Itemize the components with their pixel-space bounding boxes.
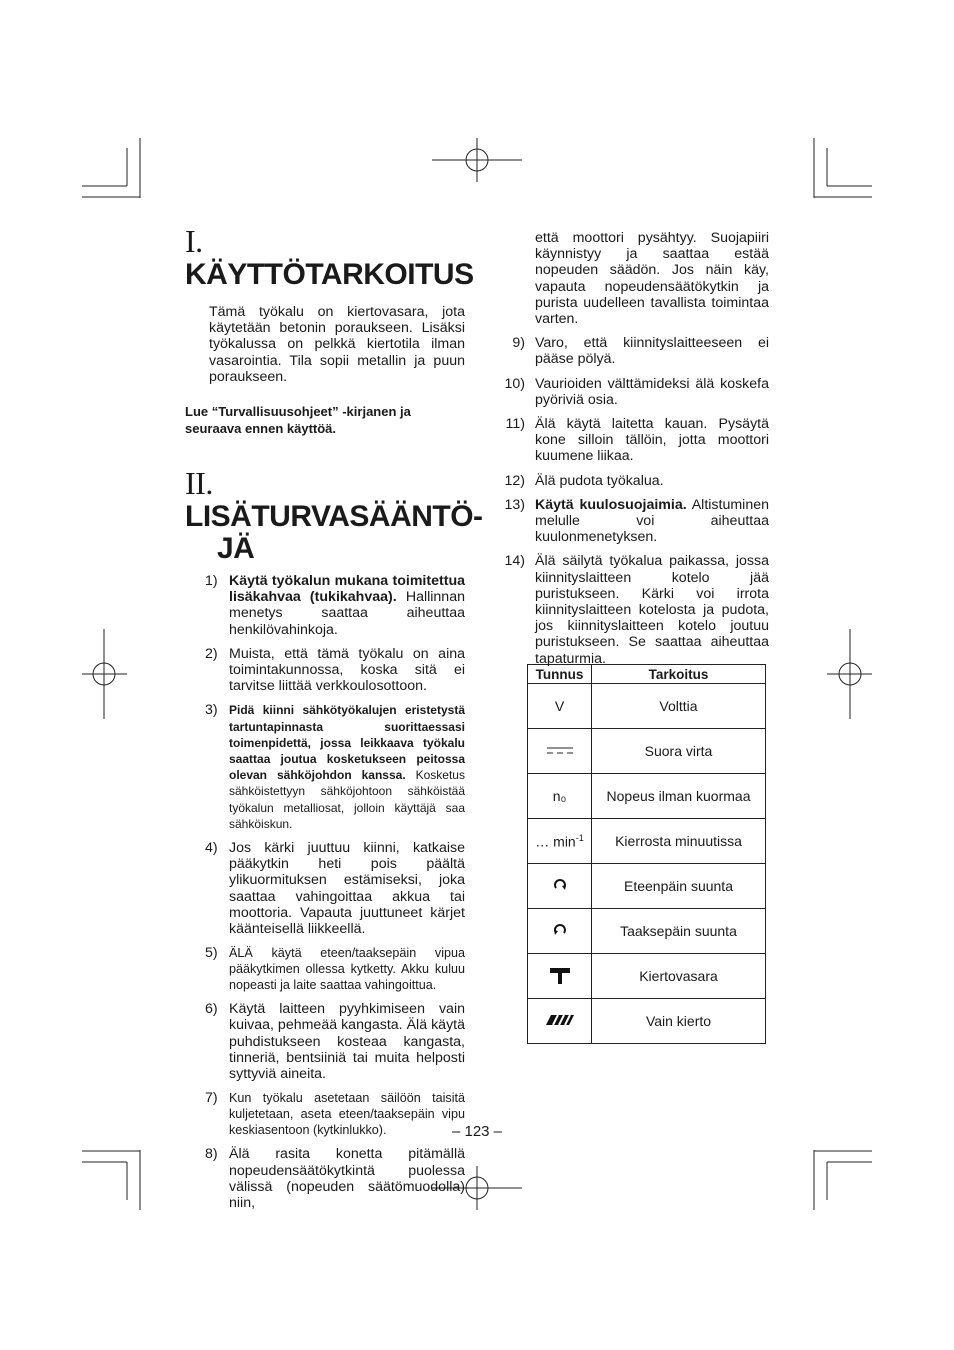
section1-intro: Tämä työkalu on kiertovasara, jota käytetään betonin poraukseen. Lisäksi työkalussa on pelkkä kiertotila ilman vasarointia. Tila sopii metallin ja puun poraukseen. <box>209 304 465 385</box>
col-header-symbol: Tunnus <box>528 665 592 684</box>
item-text: Kosketus sähköistettyyn sähköjohtoon sähköistää työkalun metalliosat, jolloin käyttäjä saa sähköiskun. <box>229 768 465 831</box>
list-item <box>185 945 465 993</box>
item-number: 7) <box>205 1090 218 1107</box>
item-number: 11) <box>505 416 525 433</box>
list-item <box>185 840 465 937</box>
hammer-icon <box>549 965 571 985</box>
drill-bit-icon <box>545 1013 575 1027</box>
list-item <box>499 416 769 465</box>
meaning-cell: Eteenpäin suunta <box>592 864 766 909</box>
col-header-meaning: Tarkoitus <box>592 665 766 684</box>
list-item <box>499 497 769 546</box>
item-text: Älä säilytä työkalua paikassa, jossa kiinnityslaitteen kotelo jää puristukseen. Kärki voi irrota kiinnityslaitteen kotelosta ja pudota, jos kiinnityslaitteen kotelo joutuu puristukseen. Se saattaa aiheuttaa tapaturmia. <box>535 553 769 667</box>
symbol-cell <box>528 954 592 999</box>
list-item <box>499 473 769 489</box>
safety-note: Lue “Turvallisuusohjeet” -kirjanen ja seuraava ennen käyttöä. <box>185 404 411 437</box>
section2-title-line2: JÄ <box>217 532 255 566</box>
table-row <box>528 909 766 954</box>
list-item <box>499 335 769 367</box>
list-item <box>185 573 465 638</box>
table-row <box>528 774 766 819</box>
item-number: 1) <box>205 573 218 590</box>
item-text: Älä käytä laitetta kauan. Pysäytä kone silloin tällöin, jotta moottori kuumene liikaa. <box>535 416 769 465</box>
symbol-cell: n₀ <box>528 774 592 819</box>
table-row <box>528 819 766 864</box>
item8-continuation: että moottori pysähtyy. Suojapiiri käynnistyy ja saattaa estää nopeuden säädön. Jos näin käy, vapauta nopeudensäätökytkin ja purista uudelleen tavallista toimintaa varten. <box>535 230 769 328</box>
item-bold: Pidä kiinni sähkötyökalujen eristetystä tartuntapinnasta suorittaessasi toimenpidettä, jossa leikkaava työkalu saattaa joutua kosketukseen peitossa olevan sähköjohdon kanssa. <box>229 703 465 783</box>
table-row <box>528 729 766 774</box>
item-text: Älä rasita konetta pitämällä nopeudensäätökytkintä puolessa välissä (nopeuden säätömuodolla) niin, <box>229 1146 465 1211</box>
item-number: 3) <box>205 702 218 719</box>
list-item <box>499 376 769 408</box>
symbol-table <box>527 664 766 1044</box>
item-number: 4) <box>205 840 218 857</box>
symbol-cell <box>528 864 592 909</box>
min-exponent: -1 <box>575 832 584 843</box>
table-row <box>528 954 766 999</box>
item-text: Varo, että kiinnityslaitteeseen ei pääse pölyä. <box>535 335 769 368</box>
item-text: Muista, että tämä työkalu on aina toimintakunnossa, koska sitä ei tarvitse liittää verkkoulosottoon. <box>229 645 465 695</box>
item-bold: Käytä kuulosuojaimia. <box>535 496 687 513</box>
list-item <box>185 1146 465 1211</box>
meaning-cell: Volttia <box>592 684 766 729</box>
item-text: Vaurioiden välttämideksi älä koskefa pyöriviä osia. <box>535 375 769 408</box>
meaning-cell: Taaksepäin suunta <box>592 909 766 954</box>
item-text: Käytä laitteen pyyhkimiseen vain kuivaa, pehmeää kangasta. Älä käytä puhdistukseen kosteaa kangasta, tinneriä, bentsiiniä tai muita helposti syttyviä aineita. <box>229 1001 465 1083</box>
dc-icon <box>545 746 575 756</box>
meaning-cell: Kiertovasara <box>592 954 766 999</box>
page-number <box>0 1123 954 1140</box>
item-bold: Käytä työkalun mukana toimitettua lisäkahvaa (tukikahvaa). <box>229 573 465 606</box>
item-number: 8) <box>205 1146 218 1163</box>
min-label: … min <box>535 833 576 850</box>
reverse-rotation-icon <box>553 923 567 937</box>
meaning-cell: Kierrosta minuutissa <box>592 819 766 864</box>
item-text: Kun työkalu asetetaan säilöön taisitä kuljetetaan, aseta eteen/taaksepäin vipu keskiasentoon (kytkinlukko). <box>229 1091 465 1138</box>
page-number-text: – 123 – <box>451 1123 503 1140</box>
item-number: 6) <box>205 1001 218 1018</box>
meaning-cell: Suora virta <box>592 729 766 774</box>
item-number: 14) <box>504 553 525 570</box>
section2-numeral: II. <box>185 465 213 502</box>
list-item <box>185 1001 465 1082</box>
section2-title-line1: LISÄTURVASÄÄNTÖ- <box>185 500 483 534</box>
item-text: Jos kärki juuttuu kiinni, katkaise pääkytkin heti pois päältä ylikuormituksen estämiseksi, joka saattaa vahingoittaa akkua tai moottoria. Vapauta juuttuneet kärjet käänteisellä liikkeellä. <box>229 840 465 938</box>
meaning-cell: Vain kierto <box>592 999 766 1044</box>
table-row <box>528 864 766 909</box>
item-number: 13) <box>504 496 525 513</box>
section2-heading <box>185 465 483 566</box>
item-number: 9) <box>512 335 525 352</box>
list-item <box>499 553 769 666</box>
item-number: 12) <box>504 472 525 489</box>
symbol-cell <box>528 999 592 1044</box>
meaning-cell: Nopeus ilman kuormaa <box>592 774 766 819</box>
symbol-cell <box>528 729 592 774</box>
list-item <box>185 702 465 832</box>
symbol-cell <box>528 909 592 954</box>
item-text: ÄLÄ käytä eteen/taaksepäin vipua pääkytkimen ollessa kytketty. Akku kuluu nopeasti ja laite saattaa vahingoittua. <box>229 946 465 993</box>
item-number: 2) <box>205 645 218 662</box>
symbol-cell <box>528 819 592 864</box>
list-item <box>185 646 465 695</box>
item-number: 10) <box>504 375 525 392</box>
rules-list-left <box>185 573 465 1211</box>
item-text: Älä pudota työkalua. <box>535 472 664 489</box>
right-column <box>499 230 769 675</box>
section1-title: KÄYTTÖTARKOITUS <box>185 258 474 291</box>
section1-numeral: I. <box>185 223 203 259</box>
rules-list-right <box>499 335 769 667</box>
item-number: 5) <box>205 945 218 962</box>
item-text: Hallinnan menetys saattaa aiheuttaa henkilövahinkoja. <box>229 589 465 638</box>
item-text: Altistuminen melulle voi aiheuttaa kuulonmenetyksen. <box>535 496 769 546</box>
symbol-cell: V <box>528 684 592 729</box>
table-row <box>528 999 766 1044</box>
table-row <box>528 684 766 729</box>
forward-rotation-icon <box>553 878 567 892</box>
section1-heading <box>185 223 474 291</box>
